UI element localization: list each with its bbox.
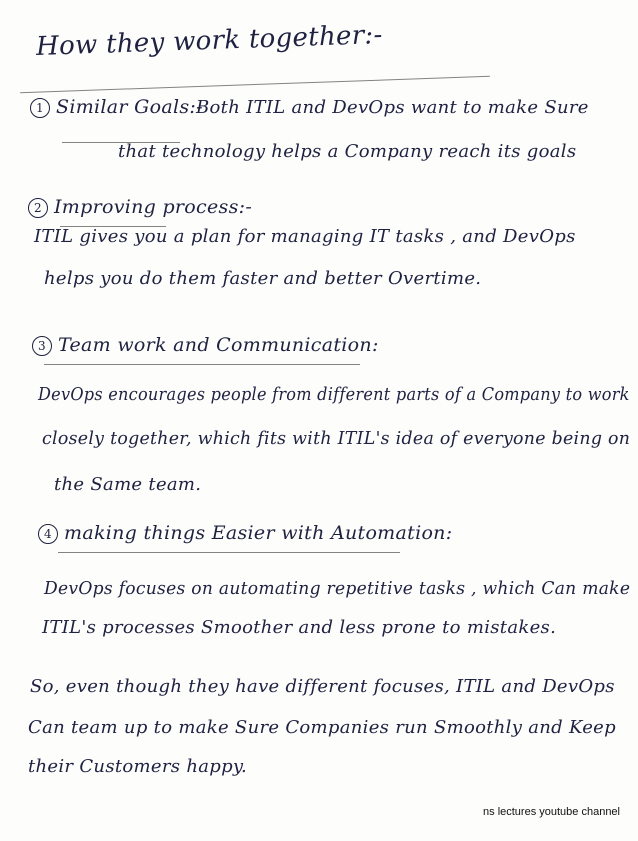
section-1-number: 1 [30,98,50,118]
page-title: How they work together:- [35,19,384,63]
conclusion-line-3: their Customers happy. [28,756,247,777]
section-4-heading-row [38,522,452,544]
section-4-underline [58,552,400,553]
section-4-line-2: ITIL's processes Smoother and less prone to mistakes. [42,617,557,638]
title-underline [20,76,490,93]
section-2-line-1: ITIL gives you a plan for managing IT tasks , and DevOps [34,226,576,247]
conclusion-line-1: So, even though they have different focuses, ITIL and DevOps [30,676,615,697]
section-3-heading: Team work and Communication: [58,334,379,356]
section-4-number: 4 [38,524,58,544]
section-1-heading-row [30,96,203,118]
section-3-line-3: the Same team. [54,474,202,495]
section-3-heading-row [32,334,379,356]
section-1-line-1: Both ITIL and DevOps want to make Sure [196,97,589,118]
section-3-underline [44,364,360,365]
section-1-heading: Similar Goals:- [56,96,203,118]
section-1-line-2: that technology helps a Company reach its goals [118,141,577,162]
channel-watermark: ns lectures youtube channel [483,806,620,818]
section-2-heading-row [28,196,252,218]
section-2-heading: Improving process:- [54,196,253,218]
section-3-line-1: DevOps encourages people from different parts of a Company to work [38,384,630,405]
section-3-number: 3 [32,336,52,356]
conclusion-line-2: Can team up to make Sure Companies run Smoothly and Keep [28,717,616,738]
section-2-number: 2 [28,198,48,218]
section-4-line-1: DevOps focuses on automating repetitive tasks , which Can make [44,578,631,599]
section-4-heading: making things Easier with Automation: [64,522,453,544]
section-3-line-2: closely together, which fits with ITIL's idea of everyone being on [42,428,631,449]
section-2-line-2: helps you do them faster and better Overtime. [44,268,482,289]
